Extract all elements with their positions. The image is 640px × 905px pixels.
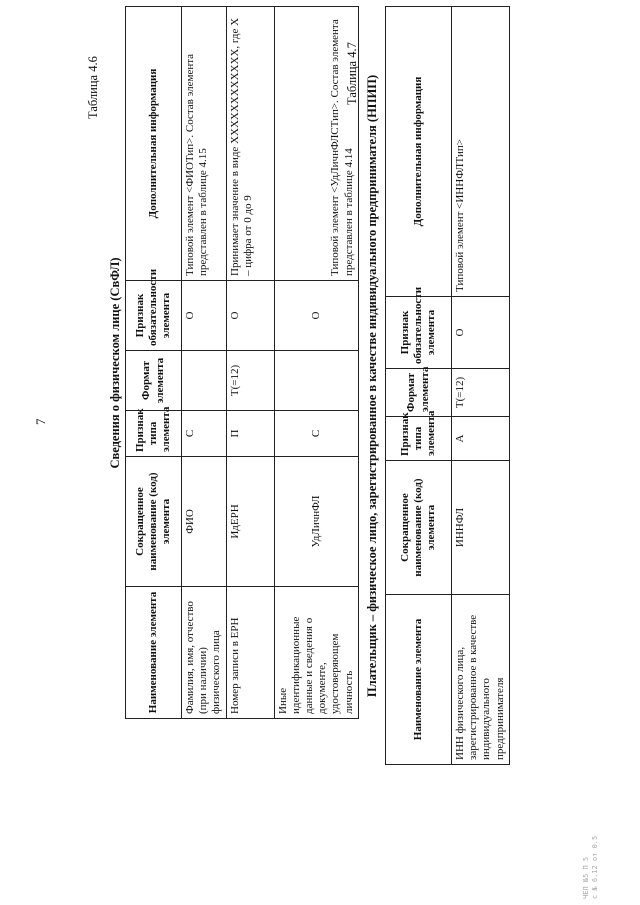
cell-format: T(=12) (226, 351, 274, 411)
table-row (226, 7, 274, 719)
table-row (182, 7, 227, 719)
header-cell: Сокращенное наименование (код) элемента (126, 457, 182, 587)
header-cell: Формат элемента (386, 369, 452, 417)
header-cell: Формат элемента (126, 351, 182, 411)
table-4-6 (125, 6, 359, 719)
table-row (452, 7, 510, 765)
table-4-7 (385, 6, 510, 765)
cell-name: Иные идентификационные данные и сведения о документе, удостоверяющем личность (274, 587, 358, 719)
header-cell: Признак типа элемента (126, 411, 182, 457)
header-cell: Признак обязательности элемента (126, 281, 182, 351)
faint-stamp (582, 836, 600, 899)
header-cell: Сокращенное наименование (код) элемента (386, 461, 452, 595)
stamp-line: ЧЕЛ №5 П 5 (582, 856, 590, 899)
page-number: 7 (33, 418, 48, 425)
table-header-row (126, 7, 182, 719)
cell-code: УдЛичнФЛ (274, 457, 358, 587)
header-cell: Дополнительная информация (386, 7, 452, 297)
header-cell: Признак типа элемента (386, 417, 452, 461)
header-cell: Наименование элемента (386, 595, 452, 765)
header-cell: Дополнительная информация (126, 7, 182, 281)
cell-info: Типовой элемент <ИННФЛТип> (452, 7, 510, 297)
cell-format (182, 351, 227, 411)
cell-type: С (182, 411, 227, 457)
cell-required: О (226, 281, 274, 351)
cell-code: ИдЕРН (226, 457, 274, 587)
header-cell: Наименование элемента (126, 587, 182, 719)
cell-required: О (452, 297, 510, 369)
table-4-6-title: Сведения о физическом лице (СвФЛ) (108, 257, 122, 469)
cell-format (274, 351, 358, 411)
header-cell: Признак обязательности элемента (386, 297, 452, 369)
cell-code: ИННФЛ (452, 461, 510, 595)
cell-info: Типовой элемент <УдЛичнФЛСТип>. Состав элемента представлен в таблице 4.14 (274, 7, 358, 281)
cell-type: П (226, 411, 274, 457)
cell-name: Фамилия, имя, отчество (при наличии) физического лица (182, 587, 227, 719)
cell-name: ИНН физического лица, зарегистрированное в качестве индивидуального предпринимателя (452, 595, 510, 765)
cell-info: Принимает значение в виде XXXXXXXXXXXX, где X – цифра от 0 до 9 (226, 7, 274, 281)
table-row (274, 7, 358, 719)
table-4-6-label: Таблица 4.6 (86, 56, 100, 119)
cell-info: Типовой элемент <ФИОТип>. Состав элемента представлен в таблице 4.15 (182, 7, 227, 281)
cell-required: О (274, 281, 358, 351)
table-4-7-title: Плательщик – физическое лицо, зарегистрированное в качестве индивидуального предпринимателя (НПИП) (365, 74, 379, 698)
cell-code: ФИО (182, 457, 227, 587)
cell-name: Номер записи в ЕРН (226, 587, 274, 719)
table-header-row (386, 7, 452, 765)
cell-type: С (274, 411, 358, 457)
table-4-7-label: Таблица 4.7 (345, 42, 359, 105)
cell-type: А (452, 417, 510, 461)
stamp-line: с № 6.12 от 0.5 (591, 835, 600, 899)
cell-required: О (182, 281, 227, 351)
cell-format: T(=12) (452, 369, 510, 417)
